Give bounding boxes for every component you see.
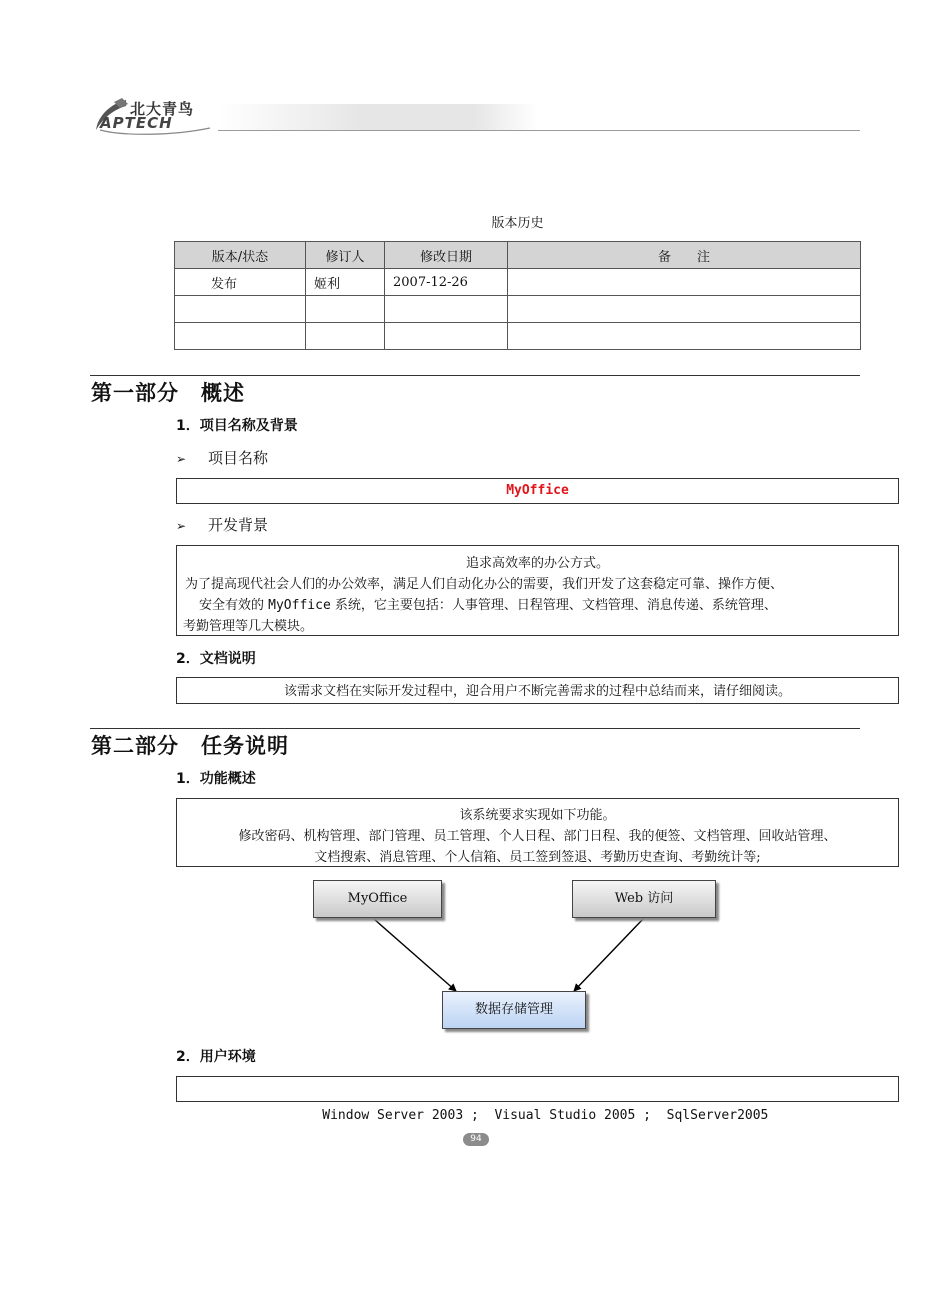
- diagram-node-web-access: Web 访问: [572, 880, 716, 918]
- project-name-value: MyOffice: [506, 483, 569, 498]
- arrow-right-to-storage: [574, 919, 643, 991]
- arrow-left-to-storage: [374, 919, 456, 991]
- table-cell: 2007-12-26: [385, 269, 508, 296]
- bullet-label: 项目名称: [208, 449, 269, 467]
- column-header: 备 注: [508, 242, 861, 269]
- function-line: 文档搜索、消息管理、个人信箱、员工签到签退、考勤历史查询、考勤统计等;: [314, 850, 761, 865]
- section-title: 2．用户环境: [176, 1049, 256, 1065]
- diagram-node-myoffice: MyOffice: [313, 880, 442, 918]
- column-header: 修订人: [306, 242, 385, 269]
- column-header: 版本/状态: [175, 242, 306, 269]
- logo-chinese-text: 北大青鸟: [130, 100, 195, 118]
- part1-title: 第一部分 概述: [91, 380, 245, 405]
- environment-box: [176, 1076, 899, 1123]
- section-title: 2．文档说明: [176, 651, 256, 667]
- background-text: 系统，它主要包括：人事管理、日程管理、文档管理、消息传递、系统管理、: [334, 598, 777, 613]
- part2-title: 第二部分 任务说明: [91, 733, 289, 758]
- background-line: 为了提高现代社会人们的办公效率，满足人们自动化办公的需要，我们开发了这套稳定可靠、操作方便、: [185, 577, 784, 592]
- arrow-bullet-icon: ➢: [176, 452, 187, 466]
- arrow-bullet-icon: ➢: [176, 519, 187, 533]
- background-text: 安全有效的: [199, 598, 265, 613]
- table-cell: 姬利: [306, 269, 385, 296]
- background-line: 追求高效率的办公方式。: [465, 556, 609, 571]
- page-number: 94: [463, 1133, 489, 1146]
- column-header: 修改日期: [385, 242, 508, 269]
- section-title: 1．功能概述: [176, 771, 256, 787]
- table-cell: 发布: [175, 269, 306, 296]
- bullet-label: 开发背景: [208, 516, 269, 534]
- function-line: 该系统要求实现如下功能。: [459, 808, 616, 823]
- doc-desc-text: 该需求文档在实际开发过程中，迎合用户不断完善需求的过程中总结而来，请仔细阅读。: [283, 684, 791, 699]
- function-line: 修改密码、机构管理、部门管理、员工管理、个人日程、部门日程、我的便签、文档管理、回收站管理、: [238, 829, 837, 844]
- diagram-node-data-storage: 数据存储管理: [442, 991, 586, 1029]
- environment-text: Window Server 2003 ; Visual Studio 2005 ; SqlServer2005: [322, 1108, 769, 1123]
- logo-english-text: APTECH: [100, 114, 173, 132]
- background-code: MyOffice: [268, 598, 331, 613]
- section-title: 1．项目名称及背景: [176, 418, 298, 434]
- background-line: 考勤管理等几大模块。: [183, 619, 314, 634]
- version-history-title: 版本历史: [491, 216, 544, 231]
